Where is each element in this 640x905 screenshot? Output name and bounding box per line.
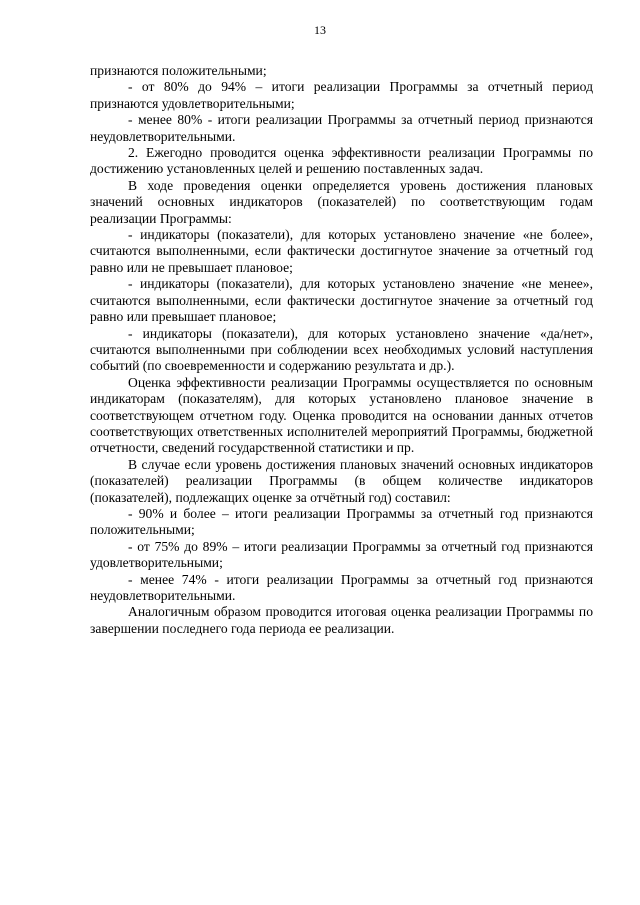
paragraph: - менее 80% - итоги реализации Программы за отчетный период признаются неудовлетворительными. (90, 112, 593, 144)
paragraph: признаются положительными; (90, 63, 267, 78)
paragraph: - индикаторы (показатели), для которых установлено значение «не менее», считаются выполненными, если фактически достигнутое значение за отчетный год равно или превышает плановое; (90, 276, 593, 325)
paragraph: - 90% и более – итоги реализации Программы за отчетный год признаются положительными; (90, 505, 593, 538)
paragraph: - менее 74% - итоги реализации Программы за отчетный год признаются неудовлетворительными. (90, 571, 593, 603)
paragraph: Аналогичным образом проводится итоговая оценка реализации Программы по завершении последнего года периода ее реализации. (90, 604, 593, 636)
paragraph: - от 75% до 89% – итоги реализации Программы за отчетный год признаются удовлетворительными; (90, 538, 593, 571)
paragraph: Оценка эффективности реализации Программы осуществляется по основным индикаторам (показателям), для которых установлено плановое значение в соответствующем отчетном году. Оценка проводится на основании данных отчетов соответствующих ответственных исполнителей мероприятий Программы, бюджетной отчетности, сведений государственной статистики и пр. (90, 374, 593, 456)
paragraph: В ходе проведения оценки определяется уровень достижения плановых значений основных индикаторов (показателей) по соответствующим годам реализации Программы: (90, 177, 593, 226)
page-number: 13 (314, 23, 326, 37)
paragraph: - индикаторы (показатели), для которых установлено значение «не более», считаются выполненными, если фактически достигнутое значение за отчетный год равно или не превышает плановое; (90, 227, 593, 275)
paragraph: - индикаторы (показатели), для которых установлено значение «да/нет», считаются выполненными при соблюдении всех необходимых условий наступления событий (по своевременности и содержанию результата и др.). (90, 325, 593, 374)
document-body (90, 63, 593, 637)
paragraph: - от 80% до 94% – итоги реализации Программы за отчетный период признаются удовлетворительными; (90, 79, 593, 111)
paragraph: 2. Ежегодно проводится оценка эффективности реализации Программы по достижению установленных целей и решению поставленных задач. (90, 145, 593, 177)
paragraph: В случае если уровень достижения плановых значений основных индикаторов (показателей) реализации Программы (в общем количестве индикаторов (показателей), подлежащих оценке за отчётный год) составил: (90, 456, 593, 505)
